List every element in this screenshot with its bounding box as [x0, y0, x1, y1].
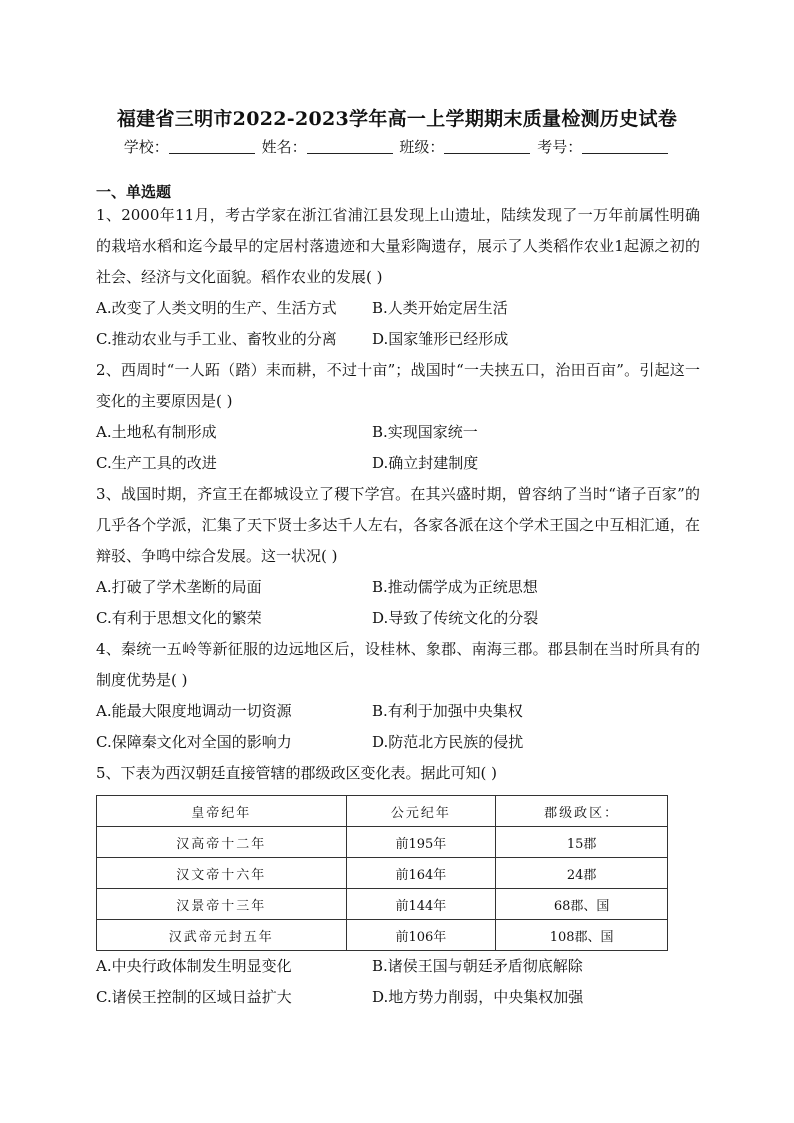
table-row [97, 920, 668, 951]
q2-option-c: C.生产工具的改进 [96, 454, 217, 472]
student-info-line [0, 136, 794, 157]
q5-option-b: B.诸侯王国与朝廷矛盾彻底解除 [372, 957, 583, 975]
q4-option-a: A.能最大限度地调动一切资源 [96, 702, 292, 720]
table-cell: 汉武帝元封五年 [97, 920, 347, 951]
table-cell: 汉文帝十六年 [97, 858, 347, 889]
table-row [97, 858, 668, 889]
q5-option-d: D.地方势力削弱，中央集权加强 [372, 988, 584, 1006]
question-5-options [96, 951, 700, 1013]
page-title: 福建省三明市2022-2023学年高一上学期期末质量检测历史试卷 [116, 108, 678, 130]
id-label: 考号： [537, 138, 583, 156]
q1-option-a: A.改变了人类文明的生产、生活方式 [96, 299, 337, 317]
table-cell: 汉景帝十三年 [97, 889, 347, 920]
table-cell: 前195年 [346, 827, 496, 858]
q2-option-d: D.确立封建制度 [372, 454, 479, 472]
q4-option-d: D.防范北方民族的侵扰 [372, 733, 524, 751]
question-1-options [96, 293, 700, 355]
q3-option-b: B.推动儒学成为正统思想 [372, 578, 538, 596]
question-1-stem: 1、2000年11月，考古学家在浙江省浦江县发现上山遗址，陆续发现了一万年前属性明确的栽培水稻和迄今最早的定居村落遗迹和大量彩陶遗存，展示了人类稻作农业1起源之初的社会、经济与文化面貌。稻作农业的发展( ) [96, 206, 700, 286]
q3-option-c: C.有利于思想文化的繁荣 [96, 609, 262, 627]
question-4-stem: 4、秦统一五岭等新征服的边远地区后，设桂林、象郡、南海三郡。郡县制在当时所具有的制度优势是( ) [96, 640, 700, 689]
table-header-row [97, 796, 668, 827]
class-label: 班级： [399, 138, 445, 156]
table-cell: 24郡 [496, 858, 668, 889]
class-blank [444, 139, 530, 154]
q5-option-a: A.中央行政体制发生明显变化 [96, 957, 292, 975]
q2-option-b: B.实现国家统一 [372, 423, 478, 441]
west-han-commandery-table [96, 795, 668, 951]
question-3-stem: 3、战国时期，齐宣王在都城设立了稷下学宫。在其兴盛时期，曾容纳了当时“诸子百家”的几乎各个学派，汇集了天下贤士多达千人左右，各家各派在这个学术王国之中互相汇通，在辩驳、争鸣中综合发展。这一状况( ) [96, 485, 700, 565]
table-row [97, 827, 668, 858]
table-header-cell: 公元纪年 [346, 796, 496, 827]
question-4-options [96, 696, 700, 758]
table-cell: 汉高帝十二年 [97, 827, 347, 858]
q3-option-a: A.打破了学术垄断的局面 [96, 578, 262, 596]
question-2-options [96, 417, 700, 479]
table-row [97, 889, 668, 920]
name-blank [307, 139, 393, 154]
table-cell: 前106年 [346, 920, 496, 951]
q1-option-b: B.人类开始定居生活 [372, 299, 508, 317]
section-title: 一、单选题 [96, 183, 172, 201]
question-3-options [96, 572, 700, 634]
q5-option-c: C.诸侯王控制的区域日益扩大 [96, 988, 292, 1006]
name-label: 姓名： [261, 138, 307, 156]
school-label: 学校： [123, 138, 169, 156]
q3-option-d: D.导致了传统文化的分裂 [372, 609, 539, 627]
table-cell: 68郡、国 [496, 889, 668, 920]
q2-option-a: A.土地私有制形成 [96, 423, 217, 441]
table-header-cell: 皇帝纪年 [97, 796, 347, 827]
question-5-stem: 5、下表为西汉朝廷直接管辖的郡级政区变化表。据此可知( ) [96, 764, 498, 782]
q4-option-c: C.保障秦文化对全国的影响力 [96, 733, 292, 751]
table-cell: 108郡、国 [496, 920, 668, 951]
q1-option-d: D.国家雏形已经形成 [372, 330, 509, 348]
table-cell: 前144年 [346, 889, 496, 920]
question-2-stem: 2、西周时“一人跖（踏）耒而耕，不过十亩”；战国时“一夫挟五口，治田百亩”。引起这一变化的主要原因是( ) [96, 361, 700, 410]
table-cell: 前164年 [346, 858, 496, 889]
table-header-cell: 郡级政区： [496, 796, 668, 827]
q1-option-c: C.推动农业与手工业、畜牧业的分离 [96, 330, 337, 348]
id-blank [582, 139, 668, 154]
table-cell: 15郡 [496, 827, 668, 858]
school-blank [169, 139, 255, 154]
q4-option-b: B.有利于加强中央集权 [372, 702, 523, 720]
